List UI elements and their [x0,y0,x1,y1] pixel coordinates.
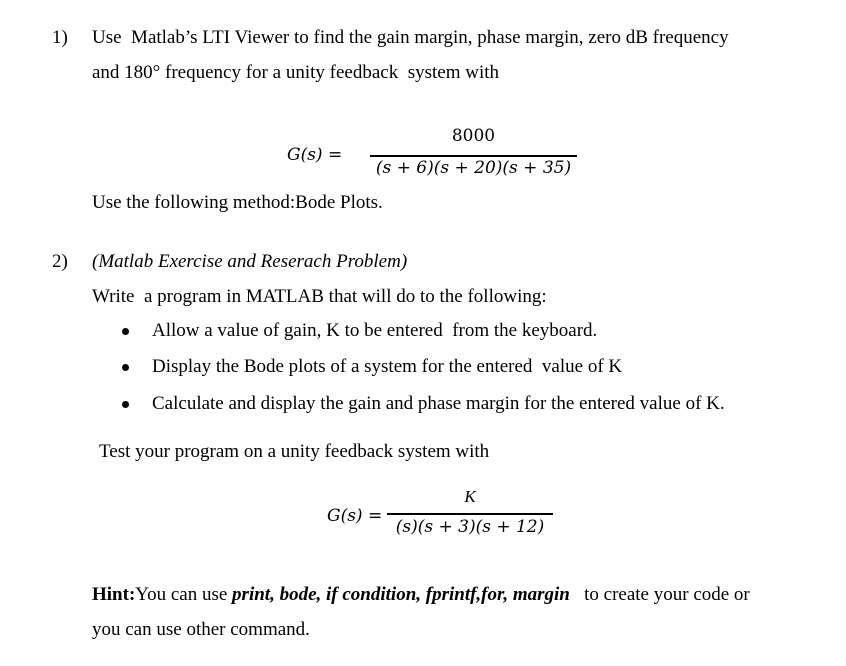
q1-method: Use the following method:Bode Plots. [92,192,383,213]
q1-number: 1) [52,27,68,48]
q2-intro: Write a program in MATLAB that will do to the following: [92,286,547,307]
q1-text-line1: Use Matlab’s LTI Viewer to find the gain margin, phase margin, zero dB frequency [92,27,729,48]
q2-bullet-1: Allow a value of gain, K to be entered from the keyboard. [152,320,598,341]
q1-text-line2: and 180° frequency for a unity feedback system with [92,62,499,83]
hint-pre: You can use [135,584,233,605]
hint-line1 [92,584,750,606]
bullet-icon [122,401,129,408]
q2-number: 2) [52,251,68,272]
q2-fraction-bar [387,513,553,515]
q2-test: Test your program on a unity feedback system with [99,441,490,462]
q2-bullet-3: Calculate and display the gain and phase margin for the entered value of K. [152,393,725,414]
q2-bullet-2: Display the Bode plots of a system for the entered value of K [152,356,623,377]
bullet-icon [122,328,129,335]
hint-label: Hint: [92,584,136,605]
hint-commands: print, bode, if condition, fprintf,for, margin [232,584,570,605]
hint-line2: you can use other command. [92,619,310,640]
q2-equation-numerator: K [464,487,476,506]
q1-equation-denominator: (s + 6)(s + 20)(s + 35) [375,158,572,178]
q2-equation-lhs: G(s) = [327,506,383,526]
hint-post: to create your code or [569,584,750,605]
q1-equation-numerator: 8000 [451,126,496,146]
q2-title: (Matlab Exercise and Reserach Problem) [92,251,408,272]
q1-fraction-bar [370,155,577,157]
q1-equation-lhs: G(s) = [287,145,343,165]
q2-equation-denominator: (s)(s + 3)(s + 12) [395,517,545,537]
bullet-icon [122,364,129,371]
